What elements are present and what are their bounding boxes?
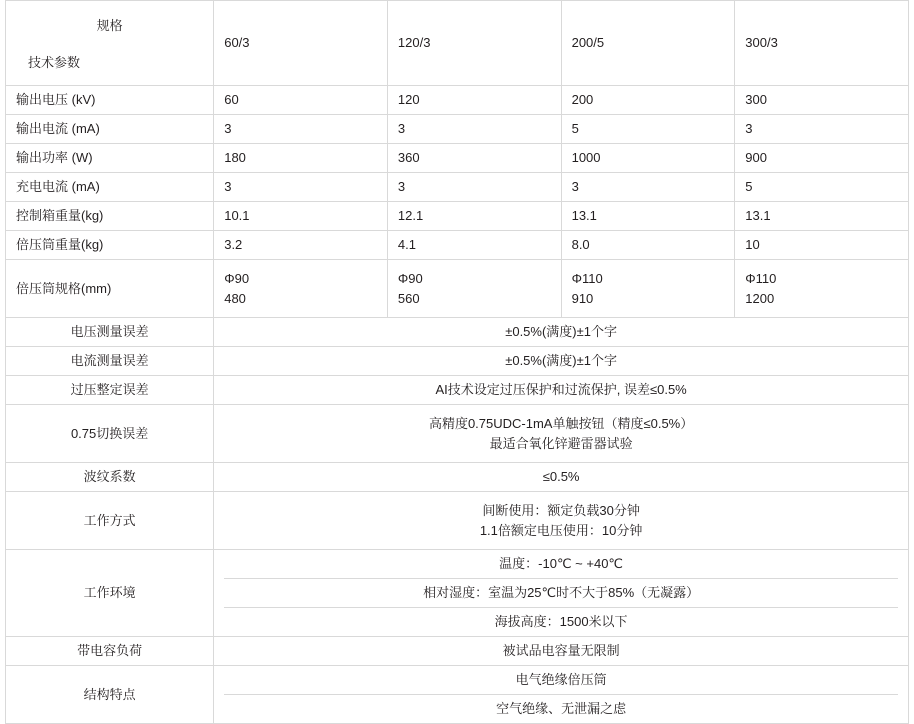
- header-param-label: 技术参数: [28, 55, 81, 70]
- row-merged-value: [214, 550, 909, 637]
- row-value: 120: [387, 86, 561, 115]
- header-model-0: 60/3: [214, 1, 388, 86]
- row-value: 10: [735, 231, 909, 260]
- row-value: 4.1: [387, 231, 561, 260]
- row-value: 900: [735, 144, 909, 173]
- header-spec-label: 规格: [96, 17, 123, 33]
- row-value: 13.1: [561, 202, 735, 231]
- row-value: 1000: [561, 144, 735, 173]
- row-label: 工作环境: [6, 550, 214, 637]
- row-label: 倍压筒重量(kg): [6, 231, 214, 260]
- table-row-merged: [6, 463, 909, 492]
- row-label: 带电容负荷: [6, 637, 214, 666]
- row-merged-value: ±0.5%(满度)±1个字: [214, 347, 909, 376]
- row-merged-value: [214, 666, 909, 724]
- table-row-merged: [6, 347, 909, 376]
- table-header-row: [6, 1, 909, 86]
- row-merged-value: ±0.5%(满度)±1个字: [214, 318, 909, 347]
- table-row-merged: [6, 550, 909, 637]
- row-merged-value: [214, 405, 909, 463]
- row-value: 3: [214, 173, 388, 202]
- row-value: 3: [387, 173, 561, 202]
- table-row-merged: [6, 405, 909, 463]
- barrel-values-3: [735, 260, 909, 318]
- merged-line: 空气绝缘、无泄漏之虑: [496, 701, 627, 716]
- merged-line: 最适合氧化锌避雷器试验: [489, 435, 633, 451]
- row-label: 工作方式: [6, 492, 214, 550]
- barrel-values-0: [214, 260, 388, 318]
- table-row-merged: [6, 318, 909, 347]
- row-value: 300: [735, 86, 909, 115]
- row-value: 60: [214, 86, 388, 115]
- row-value: 10.1: [214, 202, 388, 231]
- barrel-diameter: Φ90: [397, 271, 423, 286]
- row-value: 180: [214, 144, 388, 173]
- table-row-merged: [6, 376, 909, 405]
- header-label-cell: [6, 1, 214, 86]
- row-label: 倍压筒规格(mm): [6, 260, 214, 318]
- barrel-diameter: Φ110: [745, 271, 777, 286]
- row-value: 3: [735, 115, 909, 144]
- table-row: [6, 202, 909, 231]
- barrel-diameter: Φ90: [224, 271, 250, 286]
- row-value: 3: [214, 115, 388, 144]
- header-model-2: 200/5: [561, 1, 735, 86]
- row-value: 13.1: [735, 202, 909, 231]
- row-label: 充电电流 (mA): [6, 173, 214, 202]
- row-merged-value: [214, 492, 909, 550]
- row-label: 输出电流 (mA): [6, 115, 214, 144]
- barrel-values-1: [387, 260, 561, 318]
- table-row-barrel-spec: [6, 260, 909, 318]
- row-value: 5: [561, 115, 735, 144]
- row-value: 12.1: [387, 202, 561, 231]
- row-value: 3: [387, 115, 561, 144]
- table-row-merged: [6, 637, 909, 666]
- barrel-length: 560: [397, 290, 420, 306]
- row-label: 电流测量误差: [6, 347, 214, 376]
- table-row: [6, 86, 909, 115]
- barrel-values-2: [561, 260, 735, 318]
- specification-table: [5, 0, 909, 724]
- table-row: [6, 173, 909, 202]
- row-merged-value: 被试品电容量无限制: [214, 637, 909, 666]
- row-label: 电压测量误差: [6, 318, 214, 347]
- row-merged-value: AI技术设定过压保护和过流保护, 误差≤0.5%: [214, 376, 909, 405]
- barrel-length: 910: [571, 290, 594, 306]
- row-value: 8.0: [561, 231, 735, 260]
- barrel-length: 480: [224, 290, 246, 306]
- row-value: 3: [561, 173, 735, 202]
- header-model-3: 300/3: [735, 1, 909, 86]
- merged-line: 间断使用：额定负载30分钟: [482, 503, 640, 518]
- merged-line: 1.1倍额定电压使用：10分钟: [479, 522, 643, 538]
- row-value: 360: [387, 144, 561, 173]
- row-merged-value: ≤0.5%: [214, 463, 909, 492]
- barrel-length: 1200: [745, 290, 775, 306]
- table-row-merged: [6, 666, 909, 724]
- row-label: 过压整定误差: [6, 376, 214, 405]
- row-value: 200: [561, 86, 735, 115]
- row-label: 波纹系数: [6, 463, 214, 492]
- table-row: [6, 115, 909, 144]
- merged-line: 温度：-10℃ ~ +40℃: [224, 550, 898, 579]
- barrel-diameter: Φ110: [571, 271, 603, 286]
- row-label: 控制箱重量(kg): [6, 202, 214, 231]
- row-value: 3.2: [214, 231, 388, 260]
- row-label: 输出功率 (W): [6, 144, 214, 173]
- row-label: 结构特点: [6, 666, 214, 724]
- table-row: [6, 144, 909, 173]
- merged-line: 电气绝缘倍压筒: [224, 666, 898, 695]
- row-label: 0.75切换误差: [6, 405, 214, 463]
- table-row: [6, 231, 909, 260]
- table-row-merged: [6, 492, 909, 550]
- row-label: 输出电压 (kV): [6, 86, 214, 115]
- merged-line: 相对湿度：室温为25℃时不大于85%（无凝露）: [224, 579, 898, 608]
- row-value: 5: [735, 173, 909, 202]
- header-model-1: 120/3: [387, 1, 561, 86]
- merged-line: 海拔高度：1500米以下: [494, 614, 628, 629]
- merged-line: 高精度0.75UDC-1mA单触按钮（精度≤0.5%）: [428, 416, 694, 431]
